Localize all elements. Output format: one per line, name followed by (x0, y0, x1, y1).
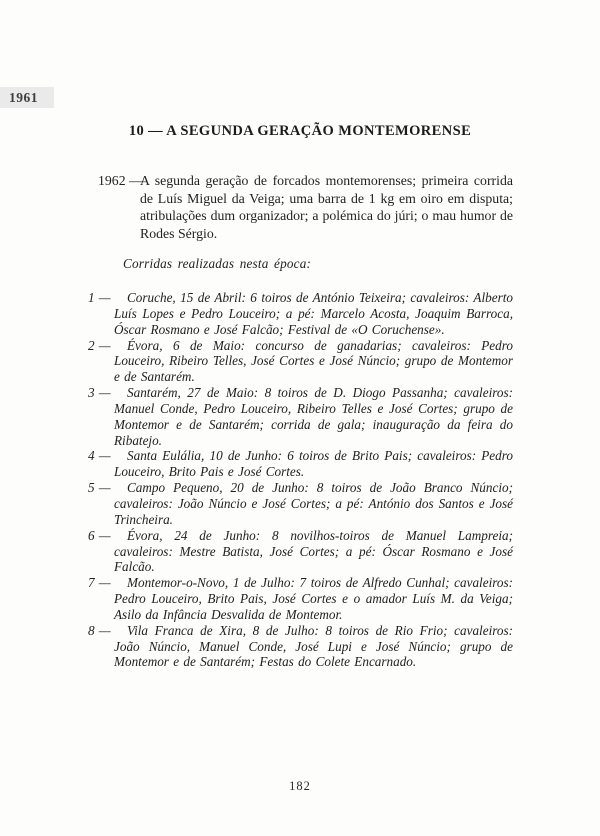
item-text: Coruche, 15 de Abril: 6 toiros de António Teixeira; cavaleiros: Alberto Luís Lopes e Pedro Louceiro; a pé: Marcelo Acosta, Joaquim Barroca, Óscar Rosmano e José Falcão; Festival de «O Coruchense». (114, 290, 513, 337)
item-text: Évora, 6 de Maio: concurso de ganadarias; cavaleiros: Pedro Louceiro, Ribeiro Telles, José Cortes e José Núncio; grupo de Montemor e de Santarém. (114, 337, 513, 385)
item-text: Montemor-o-Novo, 1 de Julho: 7 toiros de Alfredo Cunhal; cavaleiros: Pedro Louceiro, Brito Pais, José Cortes e o amador Luís M. da Veiga; Asilo da Infância Desvalida de Montemor. (114, 575, 513, 622)
section-label: Corridas realizadas nesta época: (123, 256, 312, 271)
item-text: Santa Eulália, 10 de Junho: 6 toiros de Brito Pais; cavaleiros: Pedro Louceiro, Brito Pais e José Cortes. (114, 448, 513, 480)
list-item (88, 480, 513, 528)
item-number: 5 — (88, 480, 111, 496)
item-number: 8 — (88, 622, 111, 638)
item-text: Santarém, 27 de Maio: 8 toiros de D. Diogo Passanha; cavaleiros: Manuel Conde, Pedro Louceiro, Ribeiro Telles e José Cortes; grupo de Montemor e de Santarém; corrida de gala; inauguração da feira do Ribatejo. (114, 385, 513, 448)
chapter-title: 10 — A SEGUNDA GERAÇÃO MONTEMORENSE (128, 123, 472, 139)
item-text: Vila Franca de Xira, 8 de Julho: 8 toiros de Rio Frio; cavaleiros: João Núncio, Manuel Conde, José Lupi e José Núncio; grupo de Montemor e de Santarém; Festas do Colete Encarnado. (114, 622, 513, 670)
list-item (88, 385, 513, 448)
item-text: Campo Pequeno, 20 de Junho: 8 toiros de João Branco Núncio; cavaleiros: João Núncio e José Cortes; a pé: António dos Santos e José Trincheira. (114, 480, 513, 527)
item-number: 3 — (88, 385, 111, 401)
list-item (88, 290, 513, 338)
list-item (88, 575, 513, 623)
page-number: 182 (289, 779, 311, 793)
item-number: 6 — (88, 527, 111, 543)
year-tab: 1961 (0, 87, 54, 108)
list-item (88, 448, 513, 480)
item-number: 1 — (88, 290, 111, 305)
intro-year-marker: 1962 — (98, 173, 143, 188)
list-item (88, 528, 513, 576)
intro-paragraph (98, 172, 513, 242)
list-item (88, 623, 513, 671)
item-number: 7 — (88, 575, 111, 591)
item-number: 2 — (88, 337, 111, 353)
item-number: 4 — (88, 448, 111, 464)
list-item (88, 338, 513, 386)
item-text: Évora, 24 de Junho: 8 novilhos-toiros de Manuel Lampreia; cavaleiros: Mestre Batista, José Cortes; a pé: Óscar Rosmano e José Falcão. (114, 527, 513, 575)
intro-text: A segunda geração de forcados montemorenses; primeira corrida de Luís Miguel da Veiga; uma barra de 1 kg em oiro em disputa; atribulações dum organizador; a polémica do júri; o mau humor de Rodes Sérgio. (140, 173, 513, 241)
corridas-list (88, 290, 513, 670)
